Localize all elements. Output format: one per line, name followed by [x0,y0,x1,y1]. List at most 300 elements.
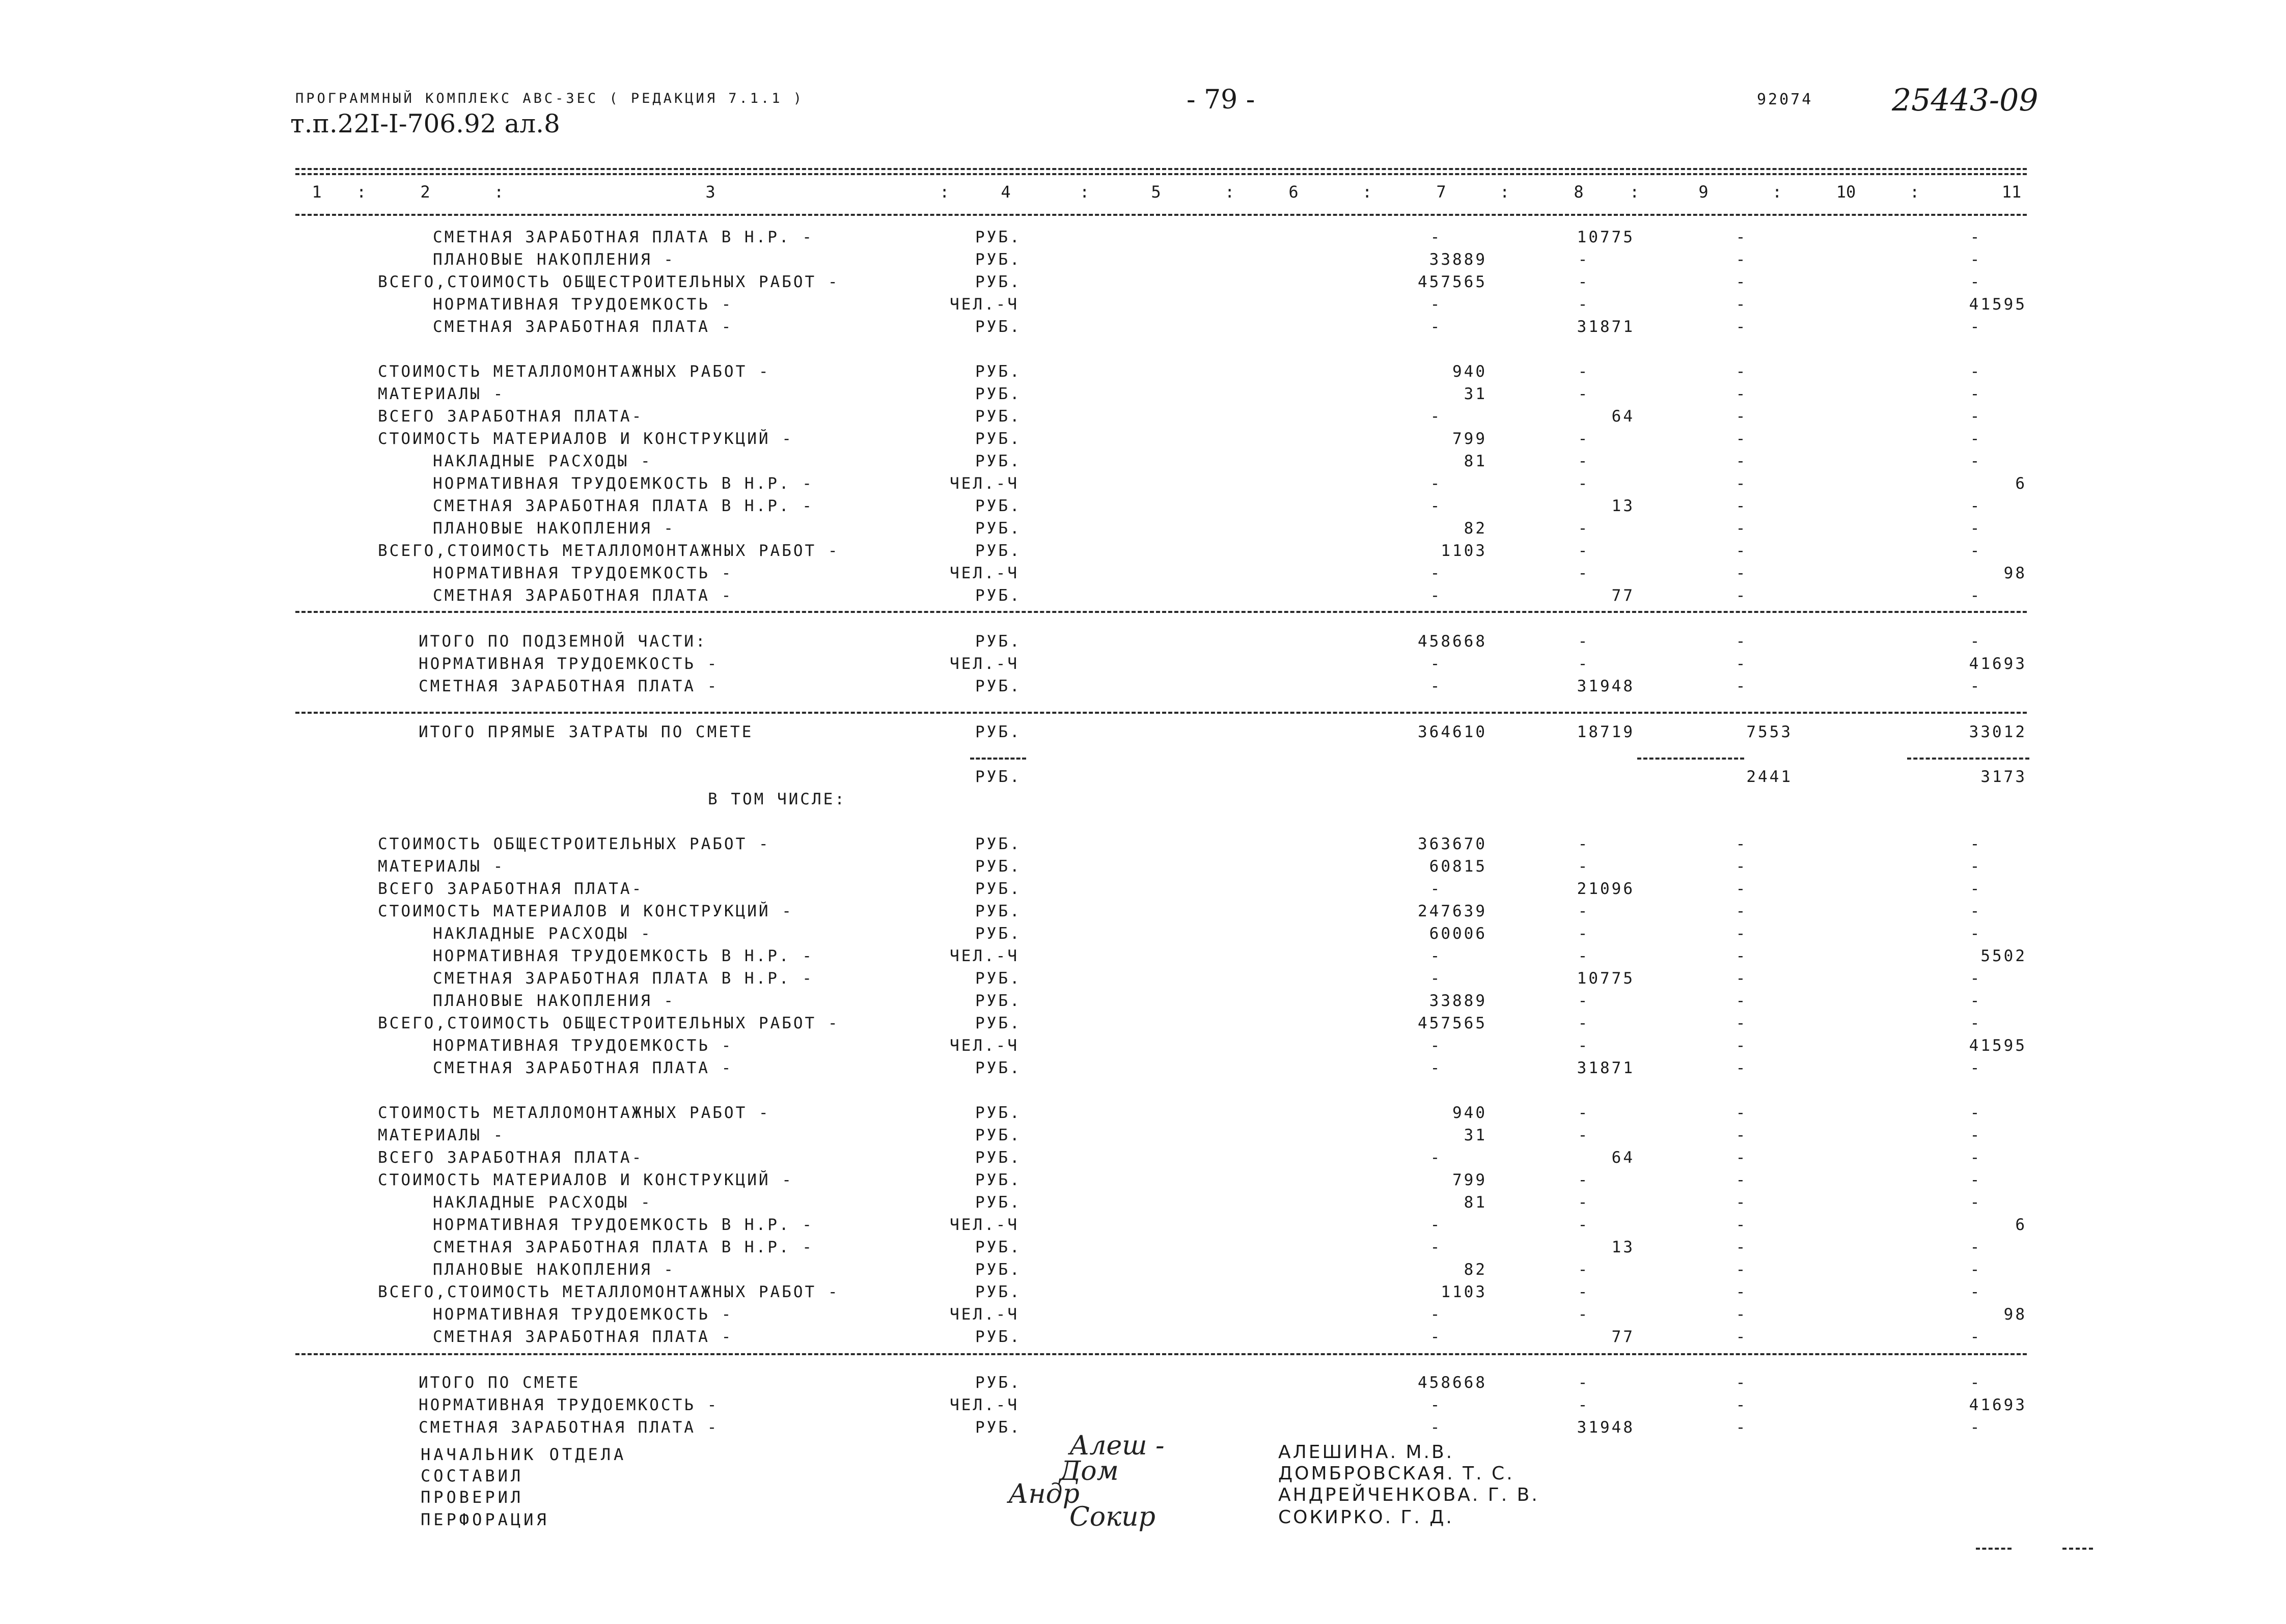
column-7-value: - [1430,228,1442,246]
column-9-value: - [1736,902,1748,920]
row-unit: РУБ. [975,385,1022,403]
column-11-value: 33012 [1969,723,2027,741]
section-rule [295,712,2027,714]
column-11-value: - [1970,519,1982,538]
table-top-rule [295,168,2027,170]
doc-reference: т.п.22I-I-706.92 ал.8 [290,109,560,138]
column-8-value: - [1578,519,1590,538]
row-label: ВСЕГО,СТОИМОСТЬ МЕТАЛЛОМОНТАЖНЫХ РАБОТ - [378,1283,840,1301]
column-11-value: - [1970,407,1982,426]
column-number: 10 [1836,182,1856,202]
table-row [0,1193,2286,1216]
column-8-value: 10775 [1577,228,1635,246]
column-8-value: - [1578,632,1590,651]
column-11-value: - [1970,228,1982,246]
table-row [0,1216,2286,1238]
column-8-value: - [1578,1396,1590,1414]
column-7-value: 458668 [1418,1374,1487,1392]
column-7-value: 31 [1464,385,1487,403]
row-label: НОРМАТИВНАЯ ТРУДОЕМКОСТЬ В Н.Р. - [433,947,814,965]
column-9-value: - [1736,273,1748,291]
row-unit: РУБ. [975,1374,1022,1392]
column-number: 3 [705,182,715,202]
row-label: НОРМАТИВНАЯ ТРУДОЕМКОСТЬ В Н.Р. - [433,1216,814,1234]
row-unit: ЧЕЛ.-Ч [950,655,1019,673]
row-label: ПЛАНОВЫЕ НАКОПЛЕНИЯ - [433,250,675,269]
column-9-value: - [1736,1283,1748,1301]
column-8-value: - [1578,273,1590,291]
column-8-value: - [1578,564,1590,582]
column-7-value: - [1430,677,1442,695]
column-7-value: 33889 [1429,250,1487,269]
column-7-value: 31 [1464,1126,1487,1144]
row-label: МАТЕРИАЛЫ - [378,857,505,876]
column-9-value: - [1736,586,1748,605]
row-label: СМЕТНАЯ ЗАРАБОТНАЯ ПЛАТА - [433,586,733,605]
signature-role: СОСТАВИЛ [421,1466,524,1486]
column-9-value: - [1736,1216,1748,1234]
row-label: СМЕТНАЯ ЗАРАБОТНАЯ ПЛАТА В Н.Р. - [433,497,814,515]
column-8-value: 77 [1611,1328,1635,1346]
column-9-value: - [1736,430,1748,448]
table-row [0,430,2286,452]
row-label: НОРМАТИВНАЯ ТРУДОЕМКОСТЬ - [433,1305,733,1324]
column-8-value: 31871 [1577,318,1635,336]
column-7-value: 1103 [1441,542,1487,560]
row-unit: РУБ. [975,1104,1022,1122]
row-unit: РУБ. [975,519,1022,538]
table-row [0,790,2286,813]
row-unit: РУБ. [975,586,1022,605]
column-11-value: - [1970,1261,1982,1279]
column-11-value: - [1970,902,1982,920]
row-label: ВСЕГО ЗАРАБОТНАЯ ПЛАТА- [378,407,644,426]
column-number: 4 [1001,182,1011,202]
column-7-value: - [1430,407,1442,426]
column-9-value: - [1736,542,1748,560]
column-7-value: 940 [1452,1104,1487,1122]
row-unit: РУБ. [975,925,1022,943]
table-row [0,474,2286,497]
row-label: СМЕТНАЯ ЗАРАБОТНАЯ ПЛАТА - [419,1418,719,1437]
footer-mark-2 [2062,1548,2093,1550]
column-number: 6 [1288,182,1299,202]
handwritten-signature: Андр [1008,1479,1080,1509]
column-11-value: 6 [2015,474,2027,493]
column-9-value: - [1736,1328,1748,1346]
row-label: СТОИМОСТЬ МАТЕРИАЛОВ И КОНСТРУКЦИЙ - [378,1171,793,1189]
row-unit: ЧЕЛ.-Ч [950,947,1019,965]
row-label: НОРМАТИВНАЯ ТРУДОЕМКОСТЬ - [433,295,733,314]
table-row [0,655,2286,677]
section-rule [295,611,2027,613]
column-9-value: - [1736,1014,1748,1032]
column-header-rule [295,214,2027,216]
column-7-value: - [1430,474,1442,493]
column-9-value: - [1736,632,1748,651]
column-9-value: - [1736,497,1748,515]
column-9-value: - [1736,295,1748,314]
table-row [0,1059,2286,1081]
column-8-value: 77 [1611,586,1635,605]
row-unit: РУБ. [975,1149,1022,1167]
row-label: СМЕТНАЯ ЗАРАБОТНАЯ ПЛАТА В Н.Р. - [433,1238,814,1256]
column-8-value: 13 [1611,497,1635,515]
column-9-value: - [1736,1171,1748,1189]
table-top-rule-2 [295,173,2027,175]
table-row [0,880,2286,902]
column-11-value: 41595 [1969,295,2027,314]
handwritten-signature: Алеш - [1069,1431,1165,1461]
column-9-value: - [1736,564,1748,582]
page-number: - 79 - [1187,85,1255,115]
row-unit: РУБ. [975,1171,1022,1189]
footer-mark [1976,1548,2012,1550]
row-unit: РУБ. [975,992,1022,1010]
column-7-value: - [1430,1238,1442,1256]
row-label: СТОИМОСТЬ МАТЕРИАЛОВ И КОНСТРУКЦИЙ - [378,902,793,920]
column-9-value: - [1736,857,1748,876]
column-11-value: - [1970,925,1982,943]
table-row [0,1149,2286,1171]
column-number: 8 [1574,182,1584,202]
column-9-value: - [1736,880,1748,898]
column-7-value: 364610 [1418,723,1487,741]
column-9-value: - [1736,474,1748,493]
column-7-value: 457565 [1418,273,1487,291]
column-8-value: - [1578,385,1590,403]
column-11-value: 5502 [1980,947,2027,965]
column-9-value: - [1736,1104,1748,1122]
row-unit: РУБ. [975,1418,1022,1437]
column-8-value: - [1578,1305,1590,1324]
column-11-value: - [1970,250,1982,269]
column-separator: : [1910,182,1920,202]
column-9-value: - [1736,1037,1748,1055]
table-row [0,497,2286,519]
column-7-value: - [1430,586,1442,605]
row-label: СМЕТНАЯ ЗАРАБОТНАЯ ПЛАТА - [433,1059,733,1077]
table-row [0,992,2286,1014]
column-8-value: - [1578,295,1590,314]
row-unit: ЧЕЛ.-Ч [950,564,1019,582]
column-separator: : [494,182,504,202]
column-11-value: 41693 [1969,655,2027,673]
column-9-value: - [1736,1396,1748,1414]
column-7-value: - [1430,564,1442,582]
row-label: ИТОГО ПО СМЕТЕ [419,1374,581,1392]
row-label: МАТЕРИАЛЫ - [378,1126,505,1144]
column-11-value: - [1970,835,1982,853]
column-11-value: - [1970,1283,1982,1301]
column-7-value: 458668 [1418,632,1487,651]
column-7-value: 33889 [1429,992,1487,1010]
row-label: ПЛАНОВЫЕ НАКОПЛЕНИЯ - [433,992,675,1010]
table-row [0,1396,2286,1418]
column-8-value: 31948 [1577,1418,1635,1437]
table-row [0,452,2286,474]
column-8-value: - [1578,250,1590,269]
table-row [0,1374,2286,1396]
column-9-value: - [1736,318,1748,336]
row-label: ИТОГО ПО ПОДЗЕМНОЙ ЧАСТИ: [419,632,707,651]
column-7-value: - [1430,655,1442,673]
table-row [0,228,2286,250]
column-11-value: - [1970,1238,1982,1256]
row-label: ВСЕГО ЗАРАБОТНАЯ ПЛАТА- [378,1149,644,1167]
column-8-value: 13 [1611,1238,1635,1256]
column-7-value: - [1430,1305,1442,1324]
signature-role: ПЕРФОРАЦИЯ [421,1510,549,1529]
column-8-value: - [1578,947,1590,965]
column-separator: : [1362,182,1372,202]
column-separator: : [1500,182,1510,202]
row-label: ИТОГО ПРЯМЫЕ ЗАТРАТЫ ПО СМЕТЕ [419,723,754,741]
column-7-value: - [1430,1037,1442,1055]
row-label: МАТЕРИАЛЫ - [378,385,505,403]
column-11-value: - [1970,318,1982,336]
column-7-value: 60006 [1429,925,1487,943]
column-7-value: 81 [1464,452,1487,470]
table-row [0,407,2286,430]
row-label: СМЕТНАЯ ЗАРАБОТНАЯ ПЛАТА - [433,318,733,336]
column-number: 2 [420,182,430,202]
table-row [0,586,2286,609]
column-separator: : [1630,182,1640,202]
column-8-value: - [1578,1261,1590,1279]
column-7-value: 81 [1464,1193,1487,1212]
table-row [0,362,2286,385]
table-row [0,768,2286,790]
column-number: 7 [1436,182,1446,202]
signatory-name: АНДРЕЙЧЕНКОВА. Г. В. [1278,1485,1539,1505]
column-9-value: - [1736,1418,1748,1437]
column-9-value: 2441 [1746,768,1793,786]
row-unit: РУБ. [975,857,1022,876]
row-label: В ТОМ ЧИСЛЕ: [708,790,846,808]
table-row [0,519,2286,542]
section-rule [295,1353,2027,1355]
column-7-value: - [1430,1396,1442,1414]
column-9-value: - [1736,1059,1748,1077]
row-unit: РУБ. [975,969,1022,988]
column-8-value: - [1578,1374,1590,1392]
column-separator: : [940,182,950,202]
table-row [0,1328,2286,1350]
column-7-value: 82 [1464,519,1487,538]
column-8-value: - [1578,1104,1590,1122]
table-row [0,1283,2286,1305]
column-number: 5 [1151,182,1161,202]
column-7-value: - [1430,1149,1442,1167]
column-11-value: - [1970,992,1982,1010]
row-unit: РУБ. [975,1328,1022,1346]
column-8-value: - [1578,362,1590,381]
column-number: 9 [1698,182,1709,202]
column-9-value: - [1736,362,1748,381]
column-8-value: 64 [1611,407,1635,426]
column-8-value: - [1578,1216,1590,1234]
handwritten-signature: Дом [1059,1456,1119,1487]
row-unit: РУБ. [975,228,1022,246]
row-unit: РУБ. [975,632,1022,651]
column-9-value: - [1736,250,1748,269]
column-8-value: - [1578,1193,1590,1212]
column-11-value: - [1970,880,1982,898]
column-8-value: - [1578,1037,1590,1055]
column-separator: : [356,182,367,202]
row-label: СТОИМОСТЬ МАТЕРИАЛОВ И КОНСТРУКЦИЙ - [378,430,793,448]
table-row [0,542,2286,564]
column-9-value: - [1736,1305,1748,1324]
row-label: НАКЛАДНЫЕ РАСХОДЫ - [433,925,652,943]
column-8-value: 21096 [1577,880,1635,898]
column-9-value: - [1736,992,1748,1010]
column-9-value: - [1736,655,1748,673]
column-11-value: 98 [2003,1305,2027,1324]
column-11-value: 3173 [1980,768,2027,786]
table-row [0,813,2286,835]
column-8-value: 31871 [1577,1059,1635,1077]
row-unit: РУБ. [975,1238,1022,1256]
column-8-value: - [1578,1171,1590,1189]
row-label: ВСЕГО ЗАРАБОТНАЯ ПЛАТА- [378,880,644,898]
column-11-value: - [1970,1014,1982,1032]
table-row [0,947,2286,969]
row-unit: РУБ. [975,1014,1022,1032]
row-unit: РУБ. [975,362,1022,381]
row-unit: РУБ. [975,880,1022,898]
column-8-value: - [1578,902,1590,920]
column-separator: : [1080,182,1090,202]
row-unit: РУБ. [975,1059,1022,1077]
column-9-value: 7553 [1746,723,1793,741]
column-7-value: - [1430,1418,1442,1437]
column-9-value: - [1736,969,1748,988]
column-11-value: - [1970,857,1982,876]
row-label: СМЕТНАЯ ЗАРАБОТНАЯ ПЛАТА - [433,1328,733,1346]
column-7-value: - [1430,1059,1442,1077]
column-11-value: - [1970,677,1982,695]
column-7-value: 940 [1452,362,1487,381]
column-9-value: - [1736,452,1748,470]
row-label: ПЛАНОВЫЕ НАКОПЛЕНИЯ - [433,519,675,538]
column-11-value: - [1970,497,1982,515]
column-9-value: - [1736,947,1748,965]
table-row [0,835,2286,857]
column-11-value: - [1970,1171,1982,1189]
table-row [0,902,2286,925]
row-label: НАКЛАДНЫЕ РАСХОДЫ - [433,1193,652,1212]
column-11-value: - [1970,969,1982,988]
column-8-value: - [1578,542,1590,560]
table-row [0,1171,2286,1193]
program-header: ПРОГРАММНЫЙ КОМПЛЕКС АВС-3ЕС ( РЕДАКЦИЯ 7.1.1 ) [295,91,805,106]
column-7-value: - [1430,880,1442,898]
column-7-value: - [1430,947,1442,965]
column-9-value: - [1736,1374,1748,1392]
column-7-value: 363670 [1418,835,1487,853]
table-row [0,1305,2286,1328]
table-row [0,564,2286,586]
column-8-value: - [1578,655,1590,673]
subtotal-rule [970,758,1026,760]
row-label: СТОИМОСТЬ МЕТАЛЛОМОНТАЖНЫХ РАБОТ - [378,1104,770,1122]
row-unit: ЧЕЛ.-Ч [950,1037,1019,1055]
column-number: 11 [2001,182,2022,202]
column-8-value: - [1578,925,1590,943]
table-row [0,1126,2286,1149]
row-label: СТОИМОСТЬ МЕТАЛЛОМОНТАЖНЫХ РАБОТ - [378,362,770,381]
column-7-value: 60815 [1429,857,1487,876]
signatory-name: ДОМБРОВСКАЯ. Т. С. [1278,1463,1514,1484]
row-unit: РУБ. [975,723,1022,741]
column-8-value: - [1578,1014,1590,1032]
row-unit: ЧЕЛ.-Ч [950,295,1019,314]
row-unit: РУБ. [975,452,1022,470]
signatory-name: СОКИРКО. Г. Д. [1278,1507,1454,1528]
column-9-value: - [1736,385,1748,403]
row-unit: РУБ. [975,1283,1022,1301]
column-8-value: - [1578,835,1590,853]
table-row [0,273,2286,295]
column-11-value: - [1970,542,1982,560]
column-11-value: - [1970,1104,1982,1122]
column-7-value: - [1430,1328,1442,1346]
column-9-value: - [1736,1261,1748,1279]
row-label: СТОИМОСТЬ ОБЩЕСТРОИТЕЛЬНЫХ РАБОТ - [378,835,770,853]
table-row [0,857,2286,880]
column-9-value: - [1736,1193,1748,1212]
column-11-value: - [1970,1328,1982,1346]
table-row [0,1104,2286,1126]
signature-role: ПРОВЕРИЛ [421,1488,524,1507]
signature-role: НАЧАЛЬНИК ОТДЕЛА [421,1445,627,1464]
table-row [0,340,2286,362]
row-label: НОРМАТИВНАЯ ТРУДОЕМКОСТЬ В Н.Р. - [433,474,814,493]
table-row [0,385,2286,407]
table-row [0,925,2286,947]
column-7-value: - [1430,1216,1442,1234]
column-11-value: - [1970,586,1982,605]
row-label: НАКЛАДНЫЕ РАСХОДЫ - [433,452,652,470]
table-row [0,1081,2286,1104]
column-8-value: - [1578,992,1590,1010]
row-unit: РУБ. [975,497,1022,515]
column-7-value: 1103 [1441,1283,1487,1301]
column-9-value: - [1736,925,1748,943]
table-row [0,250,2286,273]
column-8-value: - [1578,1126,1590,1144]
handwritten-code: 25443-09 [1892,82,2039,118]
row-label: СМЕТНАЯ ЗАРАБОТНАЯ ПЛАТА - [419,677,719,695]
column-7-value: 799 [1452,1171,1487,1189]
table-row [0,1238,2286,1261]
row-unit: РУБ. [975,1126,1022,1144]
column-8-value: 18719 [1577,723,1635,741]
table-row [0,723,2286,745]
row-unit: РУБ. [975,902,1022,920]
column-7-value: 799 [1452,430,1487,448]
table-row [0,677,2286,699]
row-unit: РУБ. [975,542,1022,560]
column-11-value: - [1970,1418,1982,1437]
subtotal-rule [1907,758,2029,760]
column-11-value: - [1970,273,1982,291]
column-9-value: - [1736,1238,1748,1256]
table-row [0,318,2286,340]
column-8-value: 31948 [1577,677,1635,695]
